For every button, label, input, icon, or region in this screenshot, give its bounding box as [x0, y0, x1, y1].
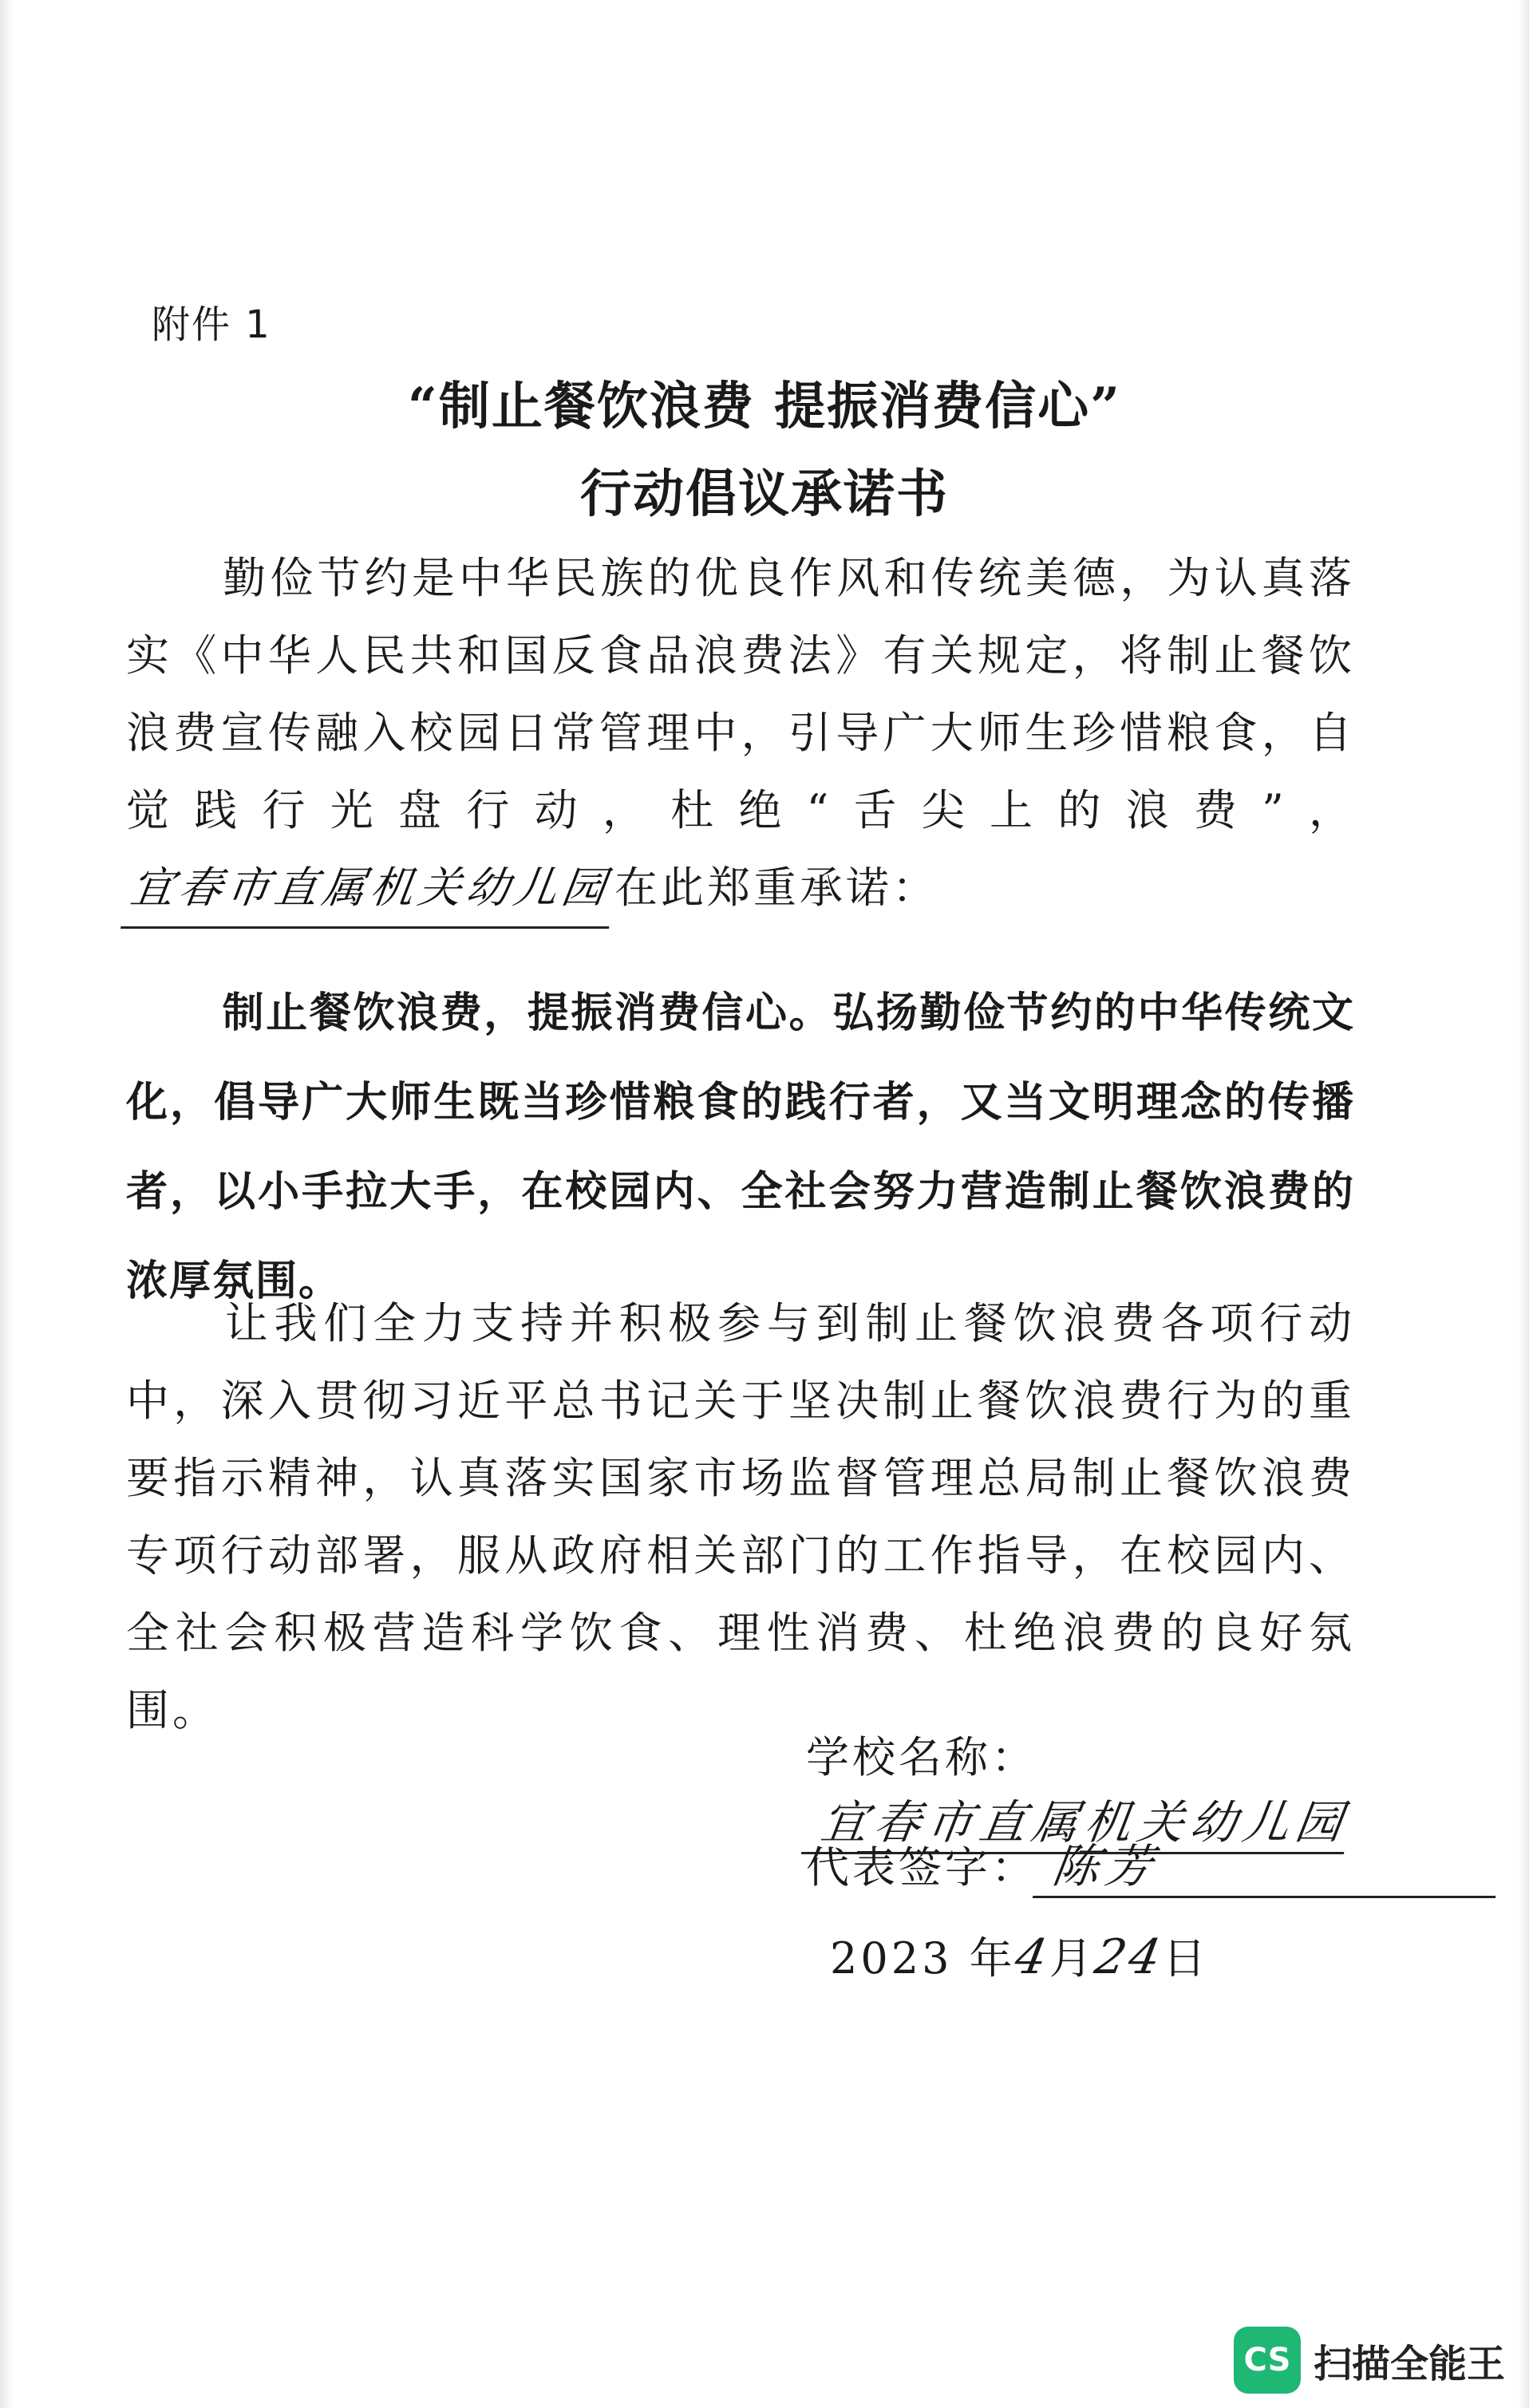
page-edge-right [1518, 0, 1529, 2408]
paragraph-commitment [126, 969, 1355, 1326]
signing-date [830, 1924, 1209, 1986]
attachment-label: 附件 1 [152, 302, 271, 347]
date-day: 24 [1090, 1929, 1168, 1985]
intro-text: 勤俭节约是中华民族的优良作风和传统美德，为认真落实《中华人民共和国反食品浪费法》有关规定，将制止餐饮浪费宣传融入校园日常管理中，引导广大师生珍惜粮食，自觉践行光盘行动，杜绝“舌尖上的浪费”， [126, 553, 1355, 835]
paragraph-action [126, 1285, 1355, 1749]
school-name-label: 学校名称： [806, 1732, 1037, 1782]
page-edge-left [0, 0, 14, 2408]
document-title-line1: “制止餐饮浪费 提振消费信心” [408, 377, 1121, 436]
school-name-value: 宜春市直属机关幼儿园 [801, 1785, 1353, 1854]
date-month-unit: 月 [1049, 1933, 1096, 1984]
representative-signature-row [806, 1829, 1500, 1898]
action-text: 让我们全力支持并积极参与到制止餐饮浪费各项行动中，深入贯彻习近平总书记关于坚决制止餐饮浪费行为的重要指示精神，认真落实国家市场监督管理总局制止餐饮浪费专项行动部署，服从政府相关部门的工作指导，在校园内、全社会积极营造科学饮食、理性消费、杜绝浪费的良好氛围。 [126, 1298, 1355, 1735]
watermark-text: 扫描全能王 [1313, 2341, 1505, 2386]
representative-signature: 陈芳 [1033, 1829, 1505, 1898]
date-year-unit: 年 [969, 1933, 1016, 1984]
intro-text-end: 在此郑重承诺： [614, 863, 938, 913]
document-title-line2: 行动倡议承诺书 [580, 464, 949, 524]
date-day-unit: 日 [1163, 1933, 1210, 1984]
scanner-watermark [1234, 2327, 1505, 2394]
handwritten-school-name: 宜春市直属机关幼儿园 [121, 849, 620, 929]
date-month: 4 [1010, 1929, 1054, 1985]
paragraph-intro [126, 539, 1355, 929]
camscanner-logo-icon: CS [1234, 2327, 1301, 2394]
representative-label: 代表签字： [806, 1842, 1037, 1893]
date-year: 2023 [830, 1933, 953, 1984]
commitment-text: 制止餐饮浪费，提振消费信心。弘扬勤俭节约的中华传统文化，倡导广大师生既当珍惜粮食的践行者，又当文明理念的传播者，以小手拉大手，在校园内、全社会努力营造制止餐饮浪费的浓厚氛围。 [126, 989, 1355, 1305]
